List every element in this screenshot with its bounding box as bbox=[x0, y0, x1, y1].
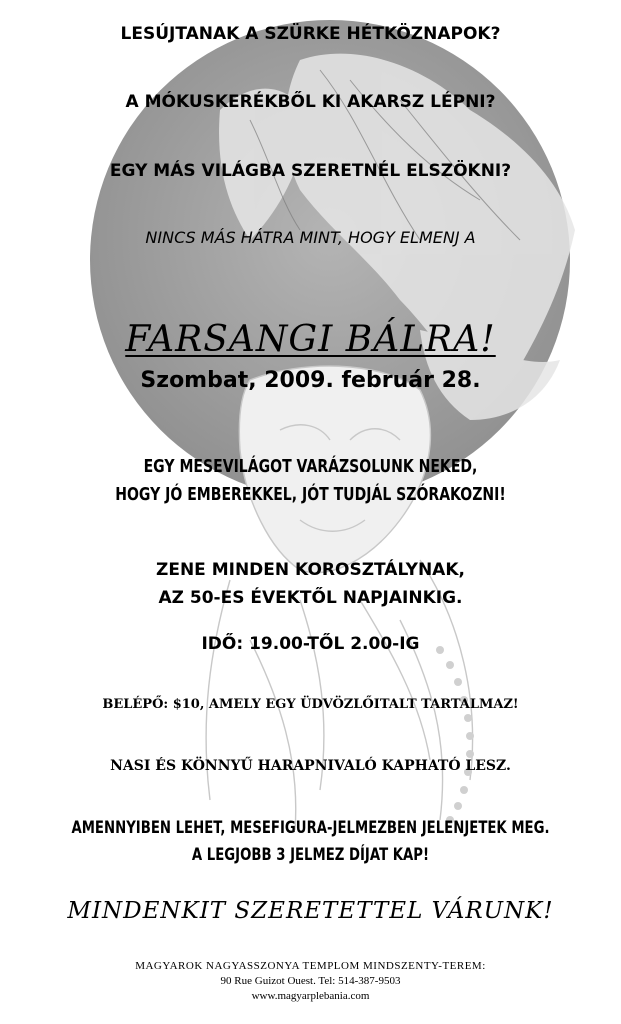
event-time: IDŐ: 19.00-TŐL 2.00-IG bbox=[201, 634, 420, 654]
promise-line-2: HOGY JÓ EMBEREKKEL, JÓT TUDJÁL SZÓRAKOZNI! bbox=[115, 484, 506, 505]
snacks-info: NASI ÉS KÖNNYŰ HARAPNIVALÓ KAPHATÓ LESZ. bbox=[110, 758, 511, 774]
event-date: Szombat, 2009. február 28. bbox=[140, 368, 481, 393]
footer-website: www.magyarplebania.com bbox=[251, 990, 370, 1002]
music-line-2: AZ 50-ES ÉVEKTŐL NAPJAINKIG. bbox=[158, 588, 463, 608]
question-3: EGY MÁS VILÁGBA SZERETNÉL ELSZÖKNI? bbox=[109, 161, 512, 181]
question-1: LESÚJTANAK A SZÜRKE HÉTKÖZNAPOK? bbox=[120, 24, 501, 44]
footer-address: 90 Rue Guizot Ouest. Tel: 514-387-9503 bbox=[220, 975, 401, 987]
event-title: FARSANGI BÁLRA! bbox=[125, 319, 496, 360]
music-line-1: ZENE MINDEN KOROSZTÁLYNAK, bbox=[156, 560, 465, 580]
question-4: NINCS MÁS HÁTRA MINT, HOGY ELMENJ A bbox=[145, 228, 476, 247]
footer-venue: MAGYAROK NAGYASSZONYA TEMPLOM MINDSZENTY-TEREM: bbox=[135, 960, 486, 972]
costume-line-2: A LEGJOBB 3 JELMEZ DÍJAT KAP! bbox=[191, 845, 430, 865]
promise-line-1: EGY MESEVILÁGOT VARÁZSOLUNK NEKED, bbox=[143, 456, 478, 477]
welcome-line: MINDENKIT SZERETETTEL VÁRUNK! bbox=[67, 898, 554, 924]
entry-fee: BELÉPŐ: $10, AMELY EGY ÜDVÖZLŐITALT TARTALMAZ! bbox=[102, 697, 519, 712]
costume-line-1: AMENNYIBEN LEHET, MESEFIGURA-JELMEZBEN JELENJETEK MEG. bbox=[71, 818, 550, 838]
question-2: A MÓKUSKERÉKBŐL KI AKARSZ LÉPNI? bbox=[125, 92, 496, 112]
